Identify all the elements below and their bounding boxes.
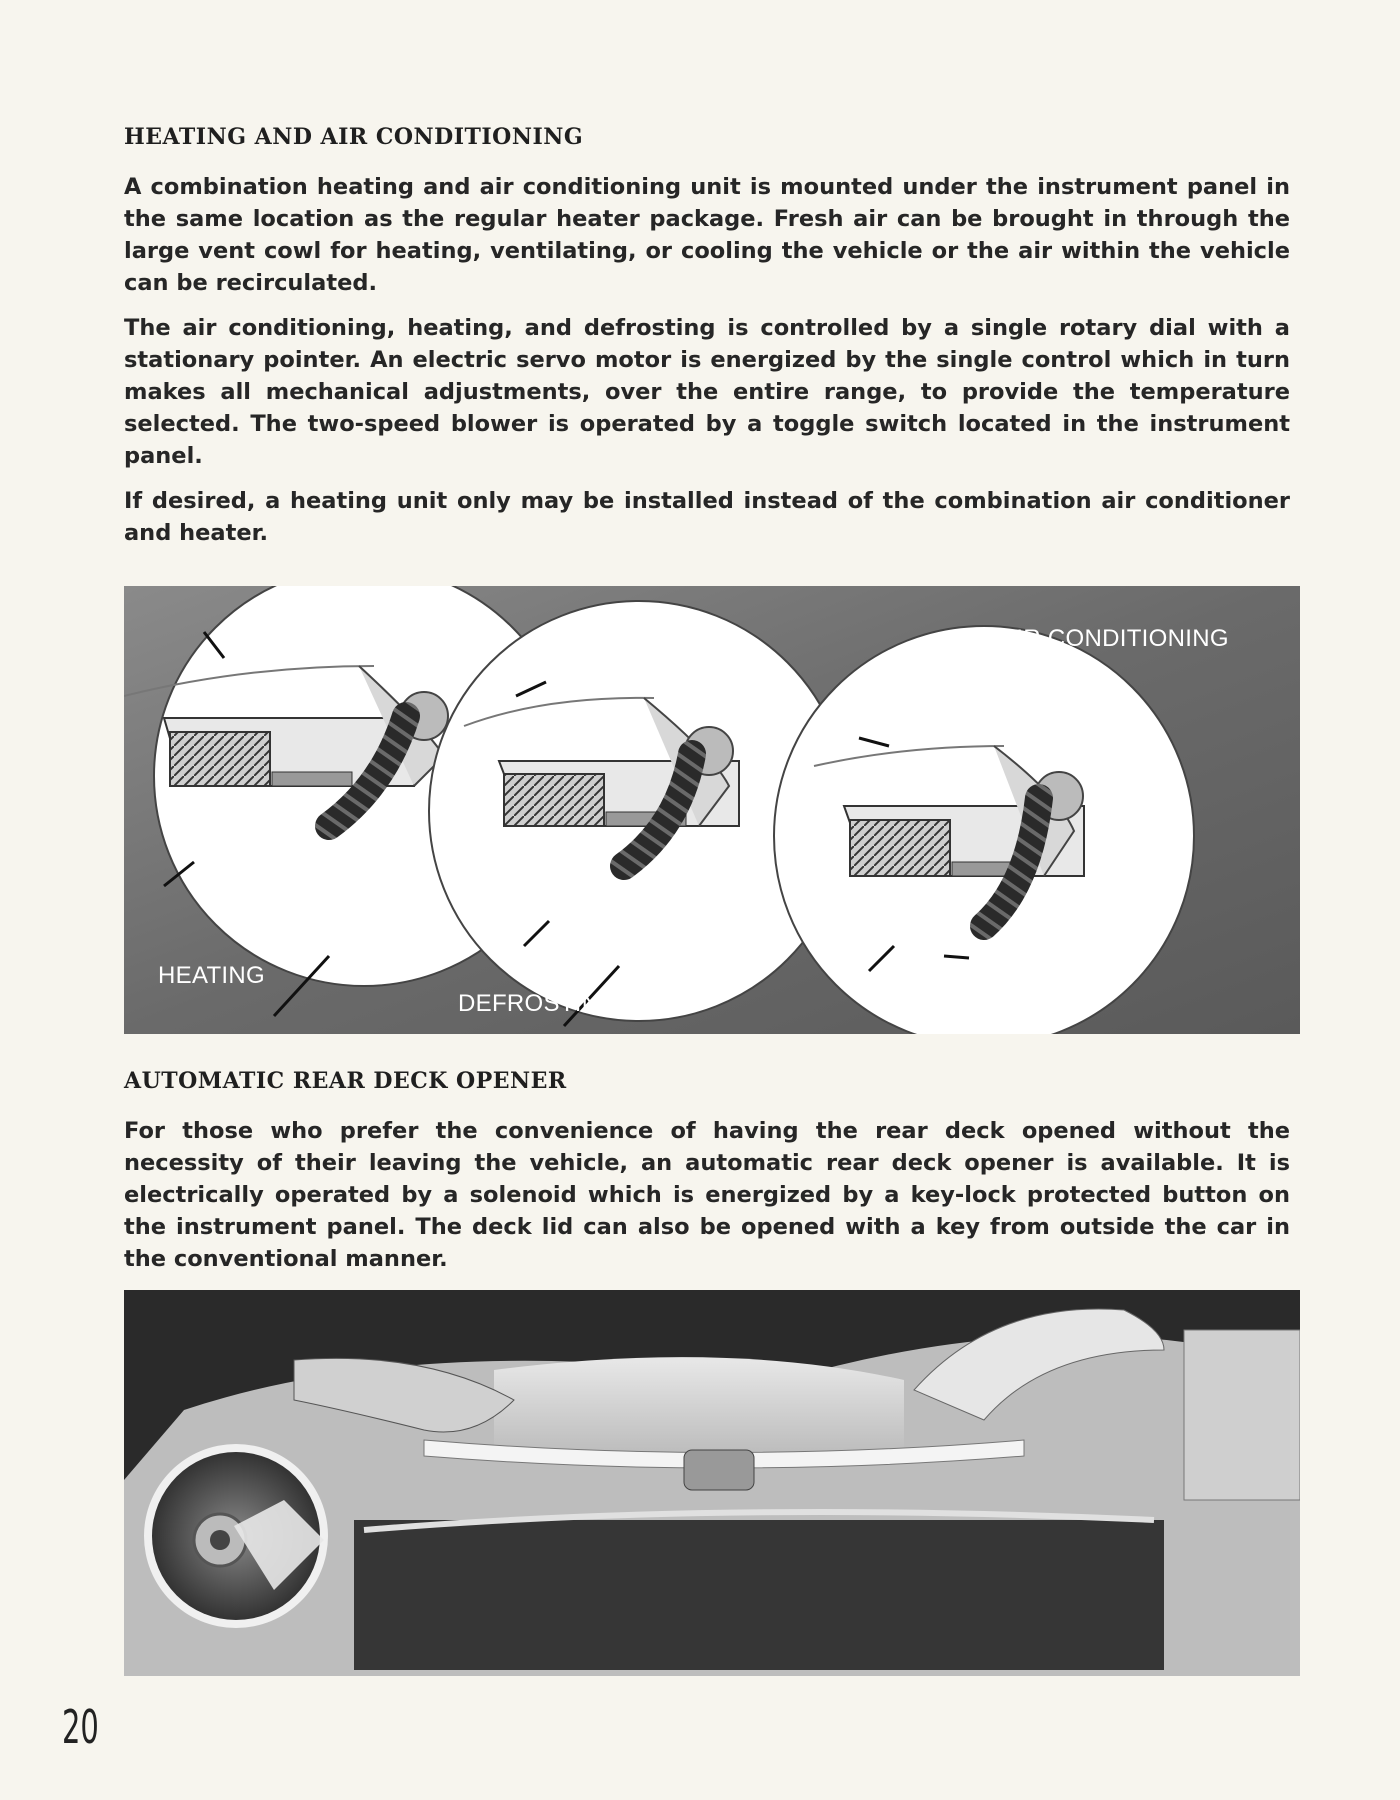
heating-paragraph-3: If desired, a heating unit only may be installed instead of the combination air conditioner and heater. (124, 488, 1290, 546)
rear-deck-photo (124, 1290, 1300, 1676)
deck-handle (684, 1450, 754, 1490)
trunk-opening-shadow (354, 1520, 1164, 1670)
heating-section-heading: HEATING AND AIR CONDITIONING (124, 124, 584, 150)
air-conditioning-diagram (774, 626, 1194, 1034)
deck-lid (494, 1357, 904, 1463)
caption-air-conditioning: AIR CONDITIONING (1000, 625, 1229, 652)
rear-deck-section-heading: AUTOMATIC REAR DECK OPENER (124, 1068, 567, 1094)
hvac-modes-illustration (124, 586, 1300, 1034)
caption-heating: HEATING (158, 962, 265, 989)
heating-paragraph-1: A combination heating and air conditioning unit is mounted under the instrument panel in the same location as the regular heater package. Fresh air can be brought in through the large vent cowl for heating, ventilating, or cooling the vehicle or the air within the vehicle can be recirculated. (124, 174, 1290, 296)
page-number: 20 (62, 1700, 99, 1754)
caption-defrosting: DEFROSTING (458, 990, 619, 1017)
heating-paragraph-2: The air conditioning, heating, and defrosting is controlled by a single rotary dial with a stationary pointer. An electric servo motor is energized by the single control which in turn makes all mechanical adjustments, over the entire range, to provide the temperature selected. The two-speed blower is operated by a toggle switch located in the instrument panel. (124, 315, 1290, 469)
rear-deck-paragraph: For those who prefer the convenience of having the rear deck opened without the necessity of their leaving the vehicle, an automatic rear deck opener is available. It is electrically operated by a solenoid which is energized by a key-lock protected button on the instrument panel. The deck lid can also be opened with a key from outside the car in the conventional manner. (124, 1118, 1290, 1272)
tail-light (1184, 1330, 1300, 1500)
